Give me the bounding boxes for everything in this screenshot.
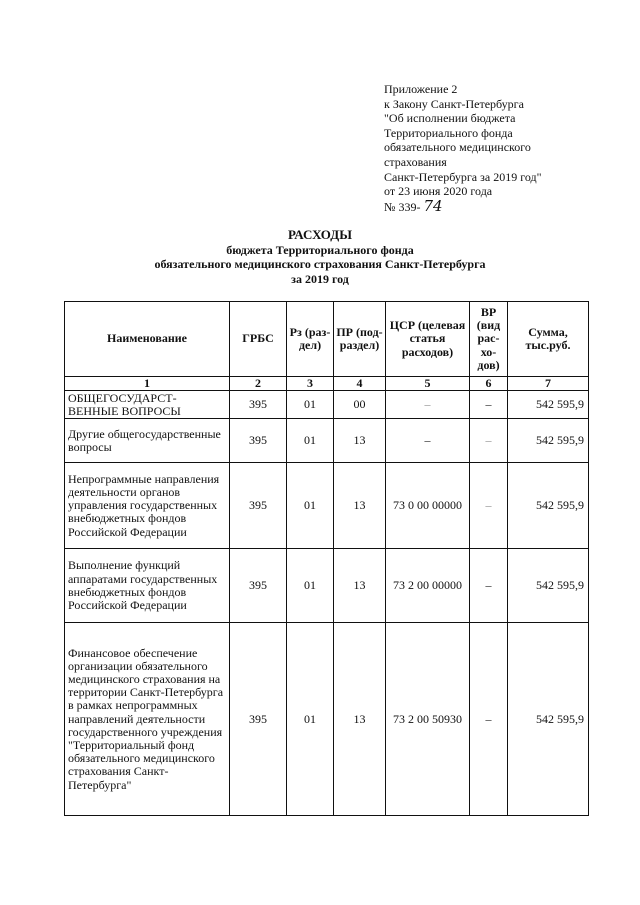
table-row [65, 419, 589, 463]
row-name: Непрограммные направления деятельности органов управления государственных внебюджетных фондов Российской Федерации [65, 463, 230, 549]
row-vr: – [470, 419, 508, 463]
row-sum: 542 595,9 [508, 549, 589, 623]
annex-line: от 23 июня 2020 года [384, 184, 493, 199]
col-number: 1 [65, 377, 230, 391]
column-number-row [65, 377, 589, 391]
title-line-2: бюджета Территориального фонда [226, 242, 414, 257]
col-number: 5 [386, 377, 470, 391]
row-grbs: 395 [230, 549, 287, 623]
row-rz: 01 [287, 623, 334, 816]
row-vr: – [470, 623, 508, 816]
row-name: Выполнение функций аппаратами государственных внебюджетных фондов Российской Федерации [65, 549, 230, 623]
row-rz: 01 [287, 419, 334, 463]
annex-line: обязательного медицинского [384, 140, 531, 155]
row-sum: 542 595,9 [508, 463, 589, 549]
row-name: Финансовое обеспечение организации обязательного медицинского страхования на территории Санкт-Петербурга в рамках непрограммных направлений деятельности государственного учреждения "Территориальный фонд обязательного медицинского страхования Санкт-Петербурга" [65, 623, 230, 816]
row-csr: 73 2 00 00000 [386, 549, 470, 623]
expenditure-table [64, 301, 589, 816]
table-row [65, 549, 589, 623]
title-line-3: обязательного медицинского страхования Санкт-Петербурга [154, 257, 486, 271]
row-csr: 73 2 00 50930 [386, 623, 470, 816]
title-main: РАСХОДЫ [288, 227, 352, 242]
row-pr: 13 [334, 623, 386, 816]
row-sum: 542 595,9 [508, 391, 589, 419]
table-row [65, 463, 589, 549]
table-header-row [65, 302, 589, 377]
row-csr: – [386, 419, 470, 463]
header-pr: ПР (под-раздел) [334, 302, 386, 377]
row-sum: 542 595,9 [508, 419, 589, 463]
document-title [0, 228, 640, 286]
col-number: 7 [508, 377, 589, 391]
row-grbs: 395 [230, 419, 287, 463]
table-row [65, 623, 589, 816]
annex-block [384, 82, 624, 214]
row-pr: 13 [334, 463, 386, 549]
annex-line: Приложение 2 [384, 82, 458, 96]
law-number [384, 196, 624, 215]
row-vr: – [470, 463, 508, 549]
row-rz: 01 [287, 391, 334, 419]
col-number: 6 [470, 377, 508, 391]
row-grbs: 395 [230, 623, 287, 816]
row-pr: 13 [334, 549, 386, 623]
header-vr: ВР (вид рас-хо-дов) [470, 302, 508, 377]
title-line-4: за 2019 год [291, 271, 349, 286]
row-pr: 00 [334, 391, 386, 419]
row-vr: – [470, 391, 508, 419]
row-name: Другие общегосударственные вопросы [65, 419, 230, 463]
header-sum: Сумма, тыс.руб. [508, 302, 589, 377]
row-csr: 73 0 00 00000 [386, 463, 470, 549]
col-number: 2 [230, 377, 287, 391]
header-rz: Рз (раз-дел) [287, 302, 334, 377]
header-csr: ЦСР (целевая статья расходов) [386, 302, 470, 377]
table-row [65, 391, 589, 419]
law-number-prefix: № 339- [384, 199, 421, 214]
row-sum: 542 595,9 [508, 623, 589, 816]
law-number-handwritten: 74 [423, 196, 443, 215]
row-name: ОБЩЕГОСУДАРСТ-ВЕННЫЕ ВОПРОСЫ [65, 391, 230, 419]
annex-line: Территориального фонда [384, 125, 513, 140]
col-number: 4 [334, 377, 386, 391]
row-vr: – [470, 549, 508, 623]
row-grbs: 395 [230, 391, 287, 419]
header-grbs: ГРБС [230, 302, 287, 377]
row-csr: – [386, 391, 470, 419]
annex-line: к Закону Санкт-Петербурга [384, 96, 524, 111]
col-number: 3 [287, 377, 334, 391]
header-name: Наименование [65, 302, 230, 377]
row-rz: 01 [287, 549, 334, 623]
row-pr: 13 [334, 419, 386, 463]
annex-line: Санкт-Петербурга за 2019 год" [384, 169, 542, 184]
row-rz: 01 [287, 463, 334, 549]
row-grbs: 395 [230, 463, 287, 549]
annex-line: страхования [384, 154, 447, 169]
annex-line: "Об исполнении бюджета [384, 111, 516, 126]
